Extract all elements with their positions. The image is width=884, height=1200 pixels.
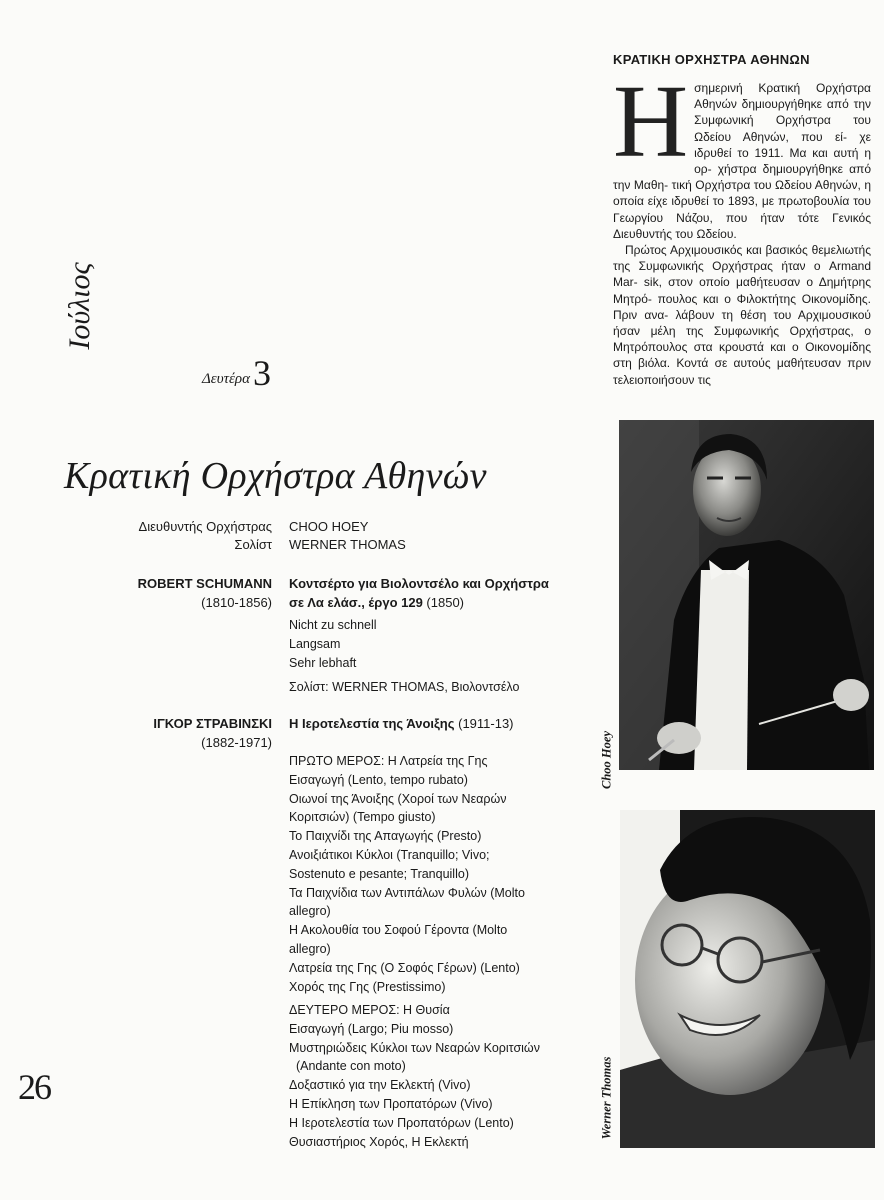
page-number: 26	[18, 1067, 50, 1107]
photo-caption: Choo Hoey	[599, 731, 614, 789]
movement: (Andante con moto)	[289, 1059, 406, 1074]
composer-schumann: ROBERT SCHUMANN (1810-1856)	[137, 576, 272, 610]
movement: Η Επίκληση των Προπατόρων (Vivo)	[289, 1096, 493, 1111]
movement: Εισαγωγή (Largo; Piu mosso)	[289, 1021, 454, 1036]
work-stravinsky-title: Η Ιεροτελεστία της Άνοιξης (1911-13)	[289, 716, 514, 731]
movement: ΠΡΩΤΟ ΜΕΡΟΣ: Η Λατρεία της Γης	[289, 754, 488, 768]
movement: Sostenuto e pesante; Tranquillo)	[289, 866, 469, 881]
day-number: 3	[252, 353, 271, 393]
movement: Κοριτσιών) (Tempo giusto)	[289, 810, 436, 825]
movement: Θυσιαστήριος Χορός, Η Εκλεκτή	[289, 1134, 469, 1149]
drop-cap: Η	[613, 64, 689, 179]
soloist-label: Σολίστ	[234, 537, 272, 552]
movement: Η Ιεροτελεστία των Προπατόρων (Lento)	[289, 1115, 514, 1130]
article-body	[613, 64, 871, 388]
movement: Δοξαστικό για την Εκλεκτή (Vivo)	[289, 1078, 471, 1093]
schumann-movements	[289, 616, 564, 672]
movement: Τα Παιχνίδια των Αντιπάλων Φυλών (Molto	[289, 885, 525, 900]
movement: allegro)	[289, 904, 331, 919]
movement: Langsam	[289, 636, 341, 651]
composer-stravinsky: ΙΓΚΟΡ ΣΤΡΑΒΙΝΣΚΙ (1882-1971)	[153, 716, 272, 750]
stravinsky-part1	[289, 752, 564, 996]
conductor-name: CHOO HOEY	[289, 519, 369, 534]
day-name: Δευτέρα	[202, 371, 250, 387]
soloist-name: WERNER THOMAS	[289, 537, 406, 552]
movement: Οιωνοί της Άνοιξης (Χοροί των Νεαρών	[289, 791, 507, 806]
movement: allegro)	[289, 941, 331, 956]
day-label	[202, 352, 271, 394]
month-label: Ιούλιος	[63, 262, 96, 350]
movement: ΔΕΥΤΕΡΟ ΜΕΡΟΣ: Η Θυσία	[289, 1003, 450, 1017]
conductor-photo	[619, 420, 874, 770]
movement: Ανοιξιάτικοι Κύκλοι (Tranquillo; Vivo;	[289, 847, 490, 862]
movement: Μυστηριώδεις Κύκλοι των Νεαρών Κοριτσιών	[289, 1040, 540, 1055]
soloist-photo	[620, 810, 875, 1148]
movement: Sehr lebhaft	[289, 655, 357, 670]
article-paragraph: Πρώτος Αρχιμουσικός και βασικός θεμελιωτής της Συμφωνικής Ορχήστρας ήταν ο Armand Mar- sik, στον οποίο μαθήτευσαν ο Δημήτρης Μητρό- πουλος και ο Φιλοκτήτης Οικονομίδης. Πριν ανα- λάβουν τη θέση του Αρχιμουσικού ήσαν μέλη της Συμφωνικής Ορχήστρας, ο Μητρόπουλος στα κρουστά και ο Οικονομίδης στη βιόλα. Κοντά σε αυτούς μαθήτευσαν πριν τελειοποιήσουν τις	[613, 243, 871, 387]
movement: Nicht zu schnell	[289, 618, 377, 632]
article-paragraph: Ησημερινή Κρατική Ορχήστρα Αθηνών δημιουργήθηκε από την Συμφωνική Ορχήστρα του Ωδείου Αθηνών, που εί- χε ιδρυθεί το 1911. Μα και αυτή η ορ- χήστρα δημιουργήθηκε από την Μαθη- τική Ορχήστρα του Ωδείου Αθηνών, η οποία είχε ιδρυθεί το 1893, με πρωτοβουλία του Γεωργίου Νάζου, που ήταν τότε Γενικός Διευθυντής του Ωδείου.	[613, 64, 871, 241]
photo-caption: Werner Thomas	[599, 1056, 614, 1140]
concert-title: Κρατική Ορχήστρα Αθηνών	[64, 455, 487, 497]
movement: Η Ακολουθία του Σοφού Γέροντα (Molto	[289, 923, 508, 938]
conductor-label: Διευθυντής Ορχήστρας	[138, 519, 272, 534]
article-title: ΚΡΑΤΙΚΗ ΟΡΧΗΣΤΡΑ ΑΘΗΝΩΝ	[613, 52, 810, 67]
schumann-soloist: Σολίστ: WERNER THOMAS, Βιολοντσέλο	[289, 680, 520, 694]
movement: Χορός της Γης (Prestissimo)	[289, 979, 446, 994]
stravinsky-part2	[289, 1001, 564, 1151]
movement: Λατρεία της Γης (Ο Σοφός Γέρων) (Lento)	[289, 960, 520, 975]
movement: Εισαγωγή (Lento, tempo rubato)	[289, 772, 468, 787]
work-schumann-title: Κοντσέρτο για Βιολοντσέλο και Ορχήστρα σε Λα ελάσ., έργο 129 (1850)	[289, 576, 549, 610]
movement: Το Παιχνίδι της Απαγωγής (Presto)	[289, 829, 482, 844]
